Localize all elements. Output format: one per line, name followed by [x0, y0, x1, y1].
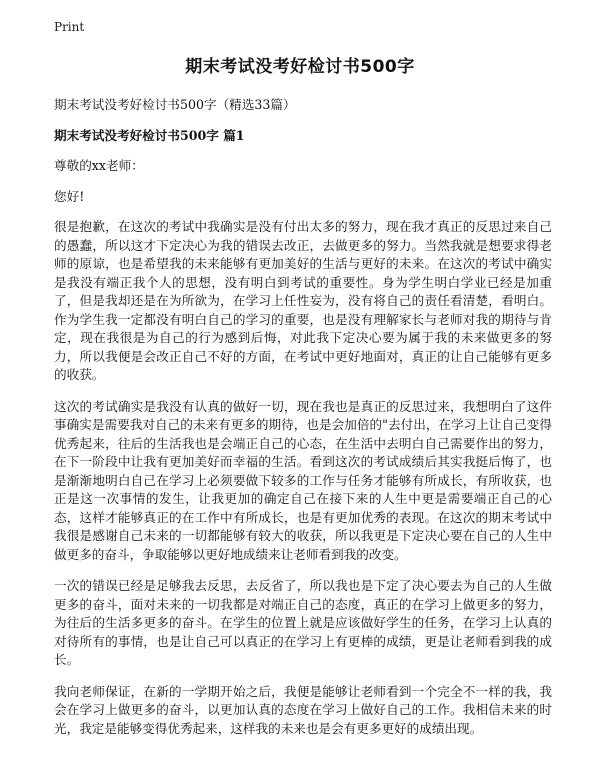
print-link[interactable]: Print	[54, 20, 85, 34]
salutation: 尊敬的xx老师：	[54, 158, 144, 173]
greeting: 您好!	[54, 188, 85, 204]
page-title: 期末考试没考好检讨书500字	[185, 57, 415, 77]
paragraph-1: 很是抱歉，在这次的考试中我确实是没有付出太多的努力，现在我才真正的反思过来自己的愚蠢，所以这才下定决心为我的错误去改正，去做更多的努力。当然我就是想要求得老师的原谅，也是希望我的未来能够有更加美好的生活与更好的未来。在这次的考试中确实是我没有端正我个人的思想，没有明白到考试的重要性。身为学生明白学业已经是加重了，但是我却还是在为所欲为，在学习上任性妄为，没有将自己的责任看清楚，看明白。作为学生我一定都没有明白自己的学习的重要，也是没有理解家长与老师对我的期待与肯定，现在我很是为自己的行为感到后悔，对此我下定决心要为属于我的未来做更多的努力，所以我便是会改正自己不好的方面，在考试中更好地面对，真正的让自己能够有更多的收获。	[54, 219, 552, 382]
paragraph-3: 一次的错误已经是足够我去反思，去反省了，所以我也是下定了决心要去为自己的人生做更多的奋斗，面对未来的一切我都是对端正自己的态度，真正的在学习上做更多的努力，为往后的生活多更多的奋斗。在学生的位置上就是应该做好学生的任务，在学习上认真的对待所有的事情，也是让自己可以真正的在学习上有更棒的成绩，更是让老师看到我的成长。	[54, 578, 552, 667]
paragraph-4: 我向老师保证，在新的一学期开始之后，我便是能够让老师看到一个完全不一样的我，我会在学习上做更多的奋斗，以更加认真的态度在学习上做好自己的工作。我相信未来的时光，我定是能够变得优秀起来，这样我的未来也是会有更多更好的成绩出现。	[54, 683, 552, 736]
document-subtitle: 期末考试没考好检讨书500字（精选33篇）	[54, 97, 296, 112]
section-heading: 期末考试没考好检讨书500字 篇1	[54, 127, 245, 143]
document-body	[54, 96, 552, 751]
paragraph-2: 这次的考试确实是我没有认真的做好一切，现在我也是真正的反思过来，我想明白了这件事确实是需要我对自己的未来有更多的期待，也是会加倍的"去付出，在学习上让自己变得优秀起来，往后的生活我也是会端正自己的心态，在生活中去明白自己需要作出的努力，在下一阶段中让我有更加美好而幸福的生活。看到这次的考试成绩后其实我挺后悔了，也是渐渐地明白自己在学习上必须要做下较多的工作与任务才能够有所成长，有所收获，也正是这一次事情的发生，让我更加的确定自己在接下来的人生中更是需要端正自己的心态，这样才能够真正的在工作中有所成长，也是有更加优秀的表现。在这次的期末考试中我很是感谢自己未来的一切都能够有较大的收获，所以我更是下定决心要在自己的人生中做更多的奋斗，争取能够以更好地成绩来让老师看到我的改变。	[54, 398, 552, 562]
